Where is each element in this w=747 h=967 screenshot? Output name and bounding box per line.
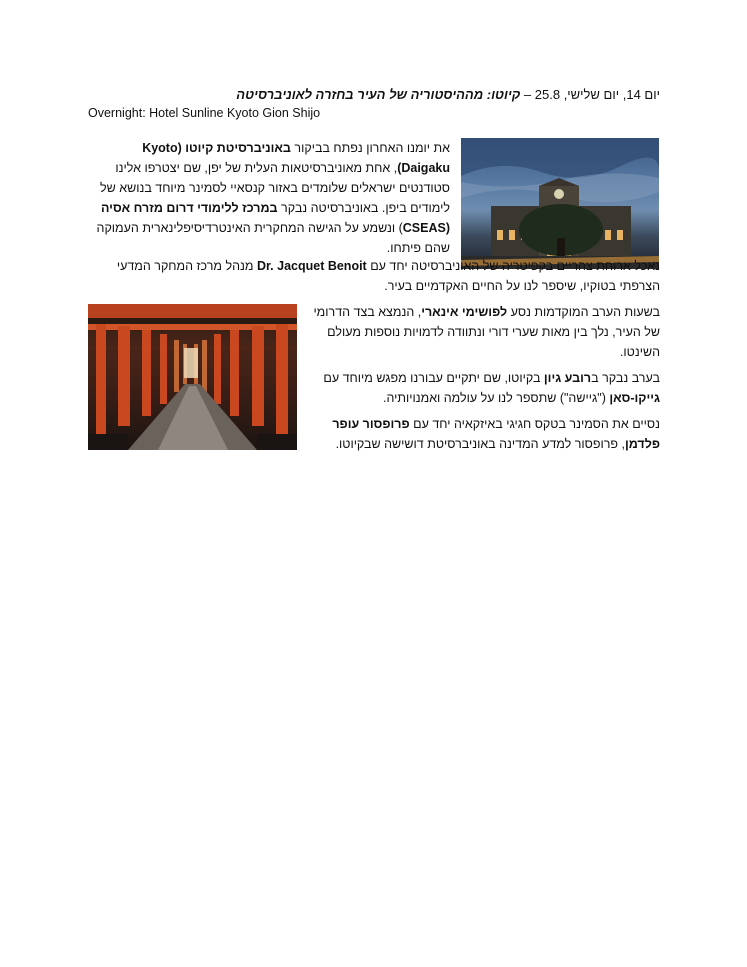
p5-text-2: , פרופסור למדע המדינה באוניברסיטת דושישה שבקיוטו. — [335, 437, 625, 451]
p1-text-1: את יומנו האחרון נפתח בביקור — [290, 141, 450, 155]
torii-gates-illustration — [88, 304, 297, 450]
p1-bold-university: באוניברסיטת קיוטו (Kyoto Daigaku) — [142, 141, 450, 175]
day-title-text: קיוטו: מההיסטוריה של העיר בחזרה לאוניברסיטה — [236, 87, 521, 102]
p1-text-3: ) ונשמע על הגישה המחקרית האינטרדיסיפלינארית העמוקה שהם פיתחו. — [96, 221, 450, 255]
p2-text-1: נאכל ארוחת צהריים בקפיטריה של האוניברסיטה יחד עם — [366, 259, 660, 273]
fushimi-inari-photo — [88, 304, 297, 450]
p2-text-2: מנהל מרכז המחקר המדעי הצרפתי בטוקיו, שיספר לנו על החיים האקדמיים בעיר. — [116, 259, 660, 293]
paragraph-fushimi — [310, 302, 660, 362]
p3-text-2: , הנמצא בצד הדרומי של העיר, נלך בין מאות שערי דורי ונתוודה לדמויות נוספות מעולם השינטו. — [313, 305, 660, 359]
p2-bold-name: Dr. Jacquet Benoit — [256, 259, 367, 273]
p5-bold-professor: פרופסור עופר פלדמן — [332, 417, 660, 451]
paragraph-closing — [310, 414, 660, 454]
day-title — [88, 86, 660, 104]
p4-bold-gion: רובע גיון — [543, 371, 592, 385]
p4-text-1: בערב נבקר ב — [591, 371, 660, 385]
paragraph-university — [88, 138, 450, 258]
day-prefix: יום 14, יום שלישי, 25.8 – — [520, 87, 660, 102]
p4-text-3: ("גיישה") שתספר לנו על עולמה ואמנויותיה. — [382, 391, 610, 405]
paragraph-gion — [310, 368, 660, 408]
kyoto-university-photo — [461, 138, 659, 269]
overnight-line: Overnight: Hotel Sunline Kyoto Gion Shijo — [88, 106, 321, 120]
p3-text-1: בשעות הערב המוקדמות נסע — [507, 305, 660, 319]
p1-bold-cseas: במרכז ללימודי דרום מזרח אסיה (CSEAS — [100, 201, 450, 235]
p3-bold-fushimi: לפושימי אינארי — [421, 305, 508, 319]
paragraph-lunch — [88, 256, 660, 296]
p5-text-1: נסיים את הסמינר בטקס חגיגי באיזקאיה יחד עם — [409, 417, 660, 431]
p4-bold-geiko: גייקו-סאן — [609, 391, 660, 405]
p1-text-2: , אחת מאוניברסיטאות העלית של יפן, שם יצטרפו אלינו סטודנטים ישראלים שלומדים באזור קנסאיי לסמינר מיוחד בנושא של לימודים ביפן. באוניברסיטה נבקר — [100, 161, 450, 215]
kyoto-university-illustration — [461, 138, 659, 269]
p4-text-2: בקיוטו, שם יתקיים עבורנו מפגש מיוחד עם — [323, 371, 544, 385]
